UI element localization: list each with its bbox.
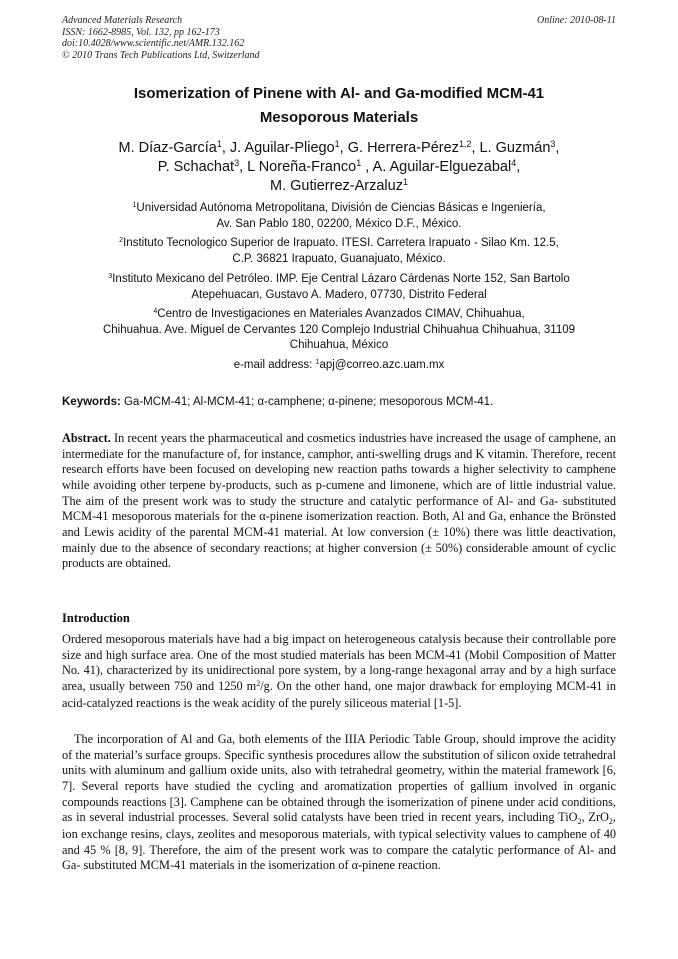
author-separator: , bbox=[361, 159, 373, 175]
subscript: 2 bbox=[577, 816, 582, 826]
author-affiliation-mark: 1 bbox=[402, 177, 408, 188]
author-name: M. Gutierrez-Arzaluz bbox=[270, 178, 403, 194]
author-name: L. Guzmán bbox=[479, 140, 551, 156]
author-affiliation-mark: 3 bbox=[234, 158, 240, 169]
author-name: G. Herrera-Pérez bbox=[347, 140, 459, 156]
author-separator: , bbox=[339, 140, 348, 156]
title-line-1: Isomerization of Pinene with Al- and Ga-modified MCM-41 bbox=[133, 85, 545, 102]
affiliation-3 bbox=[62, 272, 616, 303]
paragraph-text: The incorporation of Al and Ga, both elements of the IIIA Periodic Table Group, should improve the acidity of the material’s surface groups. Specific synthesis procedures allow the substitution of silicon oxide tetrahedral units with aluminum and gallium oxide units, also with tetrahedral geometry, within the material framework [6, 7]. Several reports have studied the cycling and aromatization properties of gallium involved in organic compounds reactions [3]. Camphene can be obtained through the isomerization of pinene under acid conditions, as in several industrial processes. Several solid catalysts have been tried in recent years, including TiO bbox=[62, 732, 616, 825]
affiliation-line: C.P. 36821 Irapuato, Guanajuato, México. bbox=[232, 253, 446, 265]
abstract-text: In recent years the pharmaceutical and cosmetics industries have increased the usage of camphene, an intermediate for the manufacture of, for instance, camphor, anti-swelling drugs and K vitamin. Therefore, recent research efforts have been focused on developing new reaction paths towards a higher selectivity to camphene while avoiding other terpene by-products, such as p-cumene and limonene, which are of little industrial value. The aim of the present work was to study the structure and catalytic performance of Al- and Ga- substituted MCM-41 mesoporous materials for the α-pinene isomerization reaction. Both, Al and Ga, enhance the Brönsted and Lewis acidity of the parental MCM-41 material. At low conversion (± 10%) there was little deactivation, mainly due to the absence of secondary reactions; at higher conversion (± 50%) considerable amount of cyclic products are obtained. bbox=[62, 431, 616, 571]
author-line-1 bbox=[62, 139, 616, 158]
affiliation-line: Chihuahua, México bbox=[289, 339, 389, 351]
author-separator: , bbox=[471, 140, 480, 156]
author-affiliation-mark: 1 bbox=[334, 139, 340, 150]
email-affiliation-mark: 1 bbox=[315, 358, 320, 367]
author-affiliation-mark: 3 bbox=[550, 139, 556, 150]
affiliation-line: Universidad Autónoma Metropolitana, División de Ciencias Básicas e Ingeniería, bbox=[136, 202, 546, 214]
paragraph-text: /g. On the other hand, one major drawback for employing MCM-41 in acid-catalyzed reactions is the weak acidity of the purely siliceous material [1-5]. bbox=[62, 678, 616, 710]
intro-paragraph-1 bbox=[62, 632, 616, 711]
intro-paragraph-2 bbox=[62, 732, 616, 874]
journal-header bbox=[62, 15, 260, 61]
author-separator: , bbox=[239, 159, 248, 175]
author-name: M. Díaz-García bbox=[118, 140, 217, 156]
author-name: L Noreña-Franco bbox=[247, 159, 357, 175]
abstract-label: Abstract. bbox=[62, 431, 111, 445]
affiliation-line: Instituto Tecnologico Superior de Irapuato. ITESI. Carretera Irapuato - Silao Km. 12.5, bbox=[123, 237, 559, 249]
affiliation-mark: 1 bbox=[132, 201, 137, 210]
affiliation-4 bbox=[62, 307, 616, 353]
affiliation-1 bbox=[62, 201, 616, 232]
copyright-line: © 2010 Trans Tech Publications Ltd, Switzerland bbox=[62, 49, 260, 61]
issn-line: ISSN: 1662-8985, Vol. 132, pp 162-173 bbox=[62, 26, 220, 38]
author-line-3 bbox=[62, 177, 616, 196]
paragraph-text: , ZrO bbox=[581, 810, 609, 825]
introduction-heading: Introduction bbox=[62, 611, 130, 625]
title-line-2: Mesoporous Materials bbox=[259, 109, 419, 126]
author-separator: , bbox=[555, 140, 560, 156]
affiliation-mark: 3 bbox=[108, 272, 113, 281]
author-list bbox=[62, 139, 616, 196]
author-affiliation-mark: 1 bbox=[216, 139, 222, 150]
paragraph-text: , ion exchange resins, clays, zeolites and mesoporous materials, with typical selectivity values to camphene of 40 and 45 % [8, 9]. Therefore, the aim of the present work was to compare the catalytic performance of Al- and Ga- substituted MCM-41 materials in the isomerization of α-pinene reaction. bbox=[62, 810, 616, 873]
email-address: apj@correo.azc.uam.mx bbox=[319, 359, 445, 371]
paragraph-text: Ordered mesoporous materials have had a big impact on heterogeneous catalysis because their controllable pore size and high surface area. One of the most studied materials has been MCM-41 (Mobil Composition of Matter No. 41), characterized by its unidirectional pore system, by a long-range hexagonal array and by a high surface area, usually between 750 and 1250 m bbox=[62, 632, 616, 693]
contact-email bbox=[62, 358, 616, 374]
email-label: e-mail address: bbox=[233, 359, 316, 371]
affiliation-line: Centro de Investigaciones en Materiales Avanzados CIMAV, Chihuahua, bbox=[157, 308, 525, 320]
author-name: P. Schachat bbox=[157, 159, 235, 175]
author-name: A. Aguilar-Elguezabal bbox=[372, 159, 512, 175]
doi-line: doi:10.4028/www.scientific.net/AMR.132.162 bbox=[62, 38, 245, 49]
author-line-2 bbox=[62, 158, 616, 177]
affiliation-line: Av. San Pablo 180, 02200, México D.F., México. bbox=[216, 218, 462, 230]
author-separator: , bbox=[221, 140, 230, 156]
affiliation-2 bbox=[62, 236, 616, 267]
keywords-label: Keywords: bbox=[62, 396, 121, 408]
author-separator: , bbox=[516, 159, 521, 175]
author-name: J. Aguilar-Pliego bbox=[229, 140, 335, 156]
abstract bbox=[62, 431, 616, 572]
journal-name: Advanced Materials Research bbox=[62, 15, 183, 26]
paper-title bbox=[62, 82, 616, 130]
affiliation-line: Instituto Mexicano del Petróleo. IMP. Eje Central Lázaro Cárdenas Norte 152, San Bartolo bbox=[112, 273, 570, 285]
affiliation-line: Chihuahua. Ave. Miguel de Cervantes 120 Complejo Industrial Chihuahua Chihuahua, 31109 bbox=[102, 324, 576, 336]
affiliation-line: Atepehuacan, Gustavo A. Madero, 07730, Distrito Federal bbox=[191, 289, 487, 301]
online-date: Online: 2010-08-11 bbox=[537, 15, 616, 26]
author-affiliation-mark: 1 bbox=[356, 158, 362, 169]
affiliation-mark: 2 bbox=[119, 236, 124, 245]
keywords bbox=[62, 395, 616, 410]
keywords-text: Ga-MCM-41; Al-MCM-41; α-camphene; α-pinene; mesoporous MCM-41. bbox=[120, 396, 494, 408]
author-affiliation-mark: 1,2 bbox=[458, 139, 472, 150]
author-affiliation-mark: 4 bbox=[511, 158, 517, 169]
affiliation-mark: 4 bbox=[153, 307, 158, 316]
superscript: 2 bbox=[256, 678, 261, 688]
subscript: 2 bbox=[608, 816, 613, 826]
